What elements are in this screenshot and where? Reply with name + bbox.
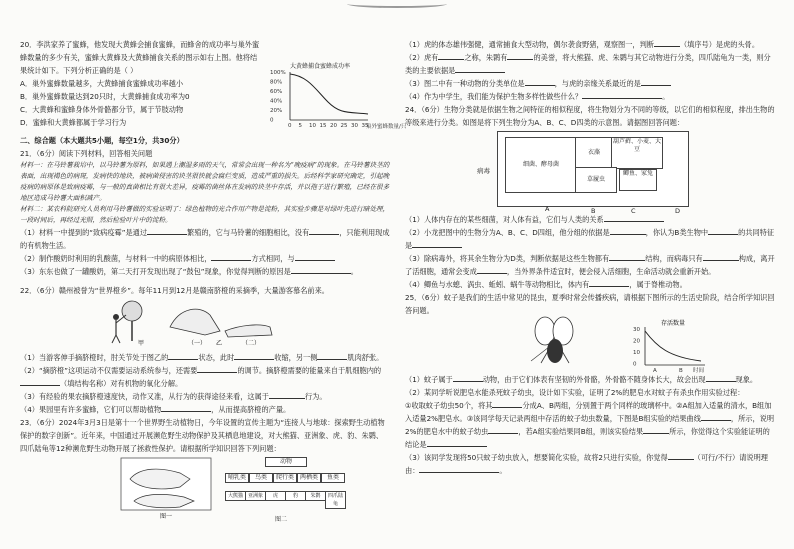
q21-material-2: 材料二：某农科院研究人员利用马铃薯做的实验证明了：绿色植物的光合作用产物是淀粉，其实验步骤是对绿叶先进行暗处理，一段时间后，再经过光照，然后检验叶片中的淀粉。 [20,205,390,224]
q23-blank-4[interactable] [455,64,505,73]
box-bacteria-yeast: 细菌、酵母菌 [505,137,577,193]
q23-blank-3[interactable] [507,51,533,60]
q20-stem: 20．李洪家养了蜜蜂，他发现大黄蜂会捕食蜜蜂，而蜂舍的成功率与巢外蜜蜂数量的多少有关，蜜蜂大黄蜂及大黄蜂捕食关系的图示如右上图。他将结果统计如下。下列分析正确的是（ ） [20,40,260,75]
q23-sub-1: （1）虎的体态雄伟强健，通常捕食大型动物，偶尔袭食野猪，观察图一，判断 （填序号）是虎的头骨。 [405,40,760,49]
q23-tree-figure [225,457,345,523]
q22-label-1: （一） [188,340,207,347]
q21-head: 21．（6分）阅读下列材料，回答相关问题 [20,149,153,158]
q20-x-tick: 25 [340,123,348,129]
q21-blank-3[interactable] [211,252,251,261]
q24-blank-6[interactable] [703,252,739,261]
q23-blank-2[interactable] [438,51,464,60]
q24-classification-figure [405,129,775,213]
q25-blank-3[interactable] [492,399,522,408]
q23-sub-4: （4）作为中学生，我们能为保护生物多样性做些什么？ 。 [405,92,670,101]
q23-sub-3: （3）图二中有一种动物的分类单位是 ，与虎的亲缘关系最近的是 [405,77,775,90]
q25-mark-b: B [679,368,683,374]
question-25 [405,291,775,477]
box-chlamydomonas: 衣藻 [575,137,613,169]
q21-blank-4[interactable] [295,252,335,261]
q24-blank-4[interactable] [412,239,462,248]
q20-y-tick: 80% [270,79,283,86]
q20-chart-title: 大黄蜂捕食蜜蜂成功率 [290,63,351,70]
tree-leaf: 四爪陆龟 [325,491,346,509]
q24-blank-5[interactable] [609,252,645,261]
tree-root-box: 动物 [265,457,307,467]
q25-blank-8[interactable] [668,451,694,460]
q20-x-tick: 30 [351,123,358,129]
q25-blank-1[interactable] [453,373,483,382]
q20-option-b: B．巢外蜜蜂数量达到20只时，大黄蜂捕食成功率为0 [20,92,190,101]
q25-survival-chart [605,317,735,373]
q20-y-tick: 20% [270,108,283,114]
q22-blank-3[interactable] [317,351,347,360]
q24-sub-4: （4）鲫鱼与水螅、涡虫、蚯蚓、蜗牛等动物相比，体内有 ，属于脊椎动物。 [405,280,687,289]
q24-blank-3[interactable] [708,226,738,235]
tree-leaf: 虎 [265,491,286,501]
q24-blank-7[interactable] [477,265,507,274]
question-24 [405,103,775,291]
q25-y-tick: 30 [633,327,640,333]
q22-blank-5[interactable] [20,377,60,386]
q24-head: 24．（6分）生物分类就是依据生物之间特征的相似程度，将生物划分为不同的等级，以它们的相似程度，排出生物的等级来进行分类。如图是将下列生物分为A、B、C、D四类的示意图。请据图回答问题： [405,105,775,127]
group-letter: A [545,205,550,213]
q22-blank-7[interactable] [161,403,211,412]
tree-leaf: 亚洲象 [245,491,266,501]
q25-mark-a: A [653,368,657,374]
q22-head: 22．（6分）赣州被誉为“世界橙乡”。每年11月到12月是赣南脐橙的采摘季，大量游客慕名前来。 [20,286,329,295]
q23-blank-6[interactable] [641,77,671,86]
q21-sub-2: （2）制作酸奶时利用的乳酸菌，与材料一中的病原体相比， 方式相同，与 [20,252,390,265]
q20-x-tick: 20 [330,123,337,129]
q24-sub-1: （1）人体内存在的某些细菌，对人体有益，它们与人类的关系 [405,213,775,226]
question-22 [20,284,390,416]
section-2-heading: 二、综合题（本大题共5小题，每空1分，共30分） [20,136,184,145]
tree-leaf: 大熊猫 [225,491,246,501]
q20-chart [268,60,407,132]
q22-label-jia: 甲 [138,340,145,347]
q25-y-tick: 0 [633,361,637,368]
q22-label-yi: 乙 [216,340,223,347]
q23-blank-5[interactable] [525,77,555,86]
q20-option-a: A．巢外蜜蜂数量越多，大黄蜂捕食蜜蜂成功率越小 [20,79,184,88]
question-20 [20,38,407,134]
q20-x-tick: 35 [361,123,369,129]
q24-blank-2[interactable] [610,226,646,235]
q24-blank-8[interactable] [589,278,629,287]
q25-y-ticks [633,327,640,368]
group-letter: D [675,207,681,215]
q20-y-tick: 60% [270,89,283,95]
q20-curve [290,74,368,114]
q20-y-ticks [270,70,286,124]
box-paramecium: 草履虫 [575,167,617,193]
arm-flexion-illustration [170,309,272,337]
q20-x-ticks [288,123,369,129]
tree-node: 爬行类 [273,473,297,483]
q22-blank-4[interactable] [197,364,237,373]
q25-blank-5[interactable] [488,425,518,434]
q22-figure [20,297,390,347]
group-letter: B [591,207,596,215]
q20-y-tick: 100% [270,70,286,76]
q20-x-tick: 10 [309,123,316,129]
box-moss-wheat-bean: 葫芦藓、小麦、大豆 [611,137,663,169]
question-23 [20,416,390,525]
q21-sub-3: （3）东东也做了一罐酸奶，第二天打开发现出现了“鼓包”现象，你觉得判断的原因是 。 [20,267,358,276]
q25-blank-7[interactable] [427,438,487,447]
tree-leaf: 豹 [285,491,306,501]
question-21 [20,147,390,278]
mosquito-icon [525,317,585,371]
q20-x-tick: 0 [288,123,292,129]
q22-label-2: （二） [242,340,261,347]
q22-sub-1: （1）当游客伸手摘脐橙时，肘关节处于图乙的 状态，此时 收缩，另一侧 肌肉舒张。 [20,353,384,362]
q25-sub-2-steps: ①收取蚊子幼虫50个，将其 分成A、B两组，分别置于两个同样的玻璃杯中。②A组加入适量的清水，B组加入适量2%肥皂水。③该同学每天记录两组中存活的蚊子幼虫数量，下图是B组实验的结果曲线 ，所示，说明2%的肥皂水中的蚊子幼虫 ，若A组实验结果同B组，则该实验结果 所示，你觉得这个实验能证明的结论是 [405,401,775,449]
q20-option-c: C．大黄蜂和蜜蜂身体外骨骼都分节，属于节肢动物 [20,105,184,114]
q24-sub-3: （3）除病毒外，将其余生物分为D类，判断依据是这些生物都有 结构，而病毒只有 构成，离开了活细胞，通常会变成 ，当外界条件适宜时，便会侵入活细胞，生命活动就会重新开始。 [405,254,775,276]
tree-node: 鸟类 [249,473,273,483]
left-column [20,38,407,525]
q25-blank-2[interactable] [706,373,736,382]
q25-chart-title: 存活数量 [661,320,686,327]
q23-fig1-caption: 图一 [160,513,173,520]
q21-blank-5[interactable] [291,265,351,274]
q25-sub-1: （1）蚊子属于 动物，由于它们体表有坚韧的外骨骼，外骨骼不随身体长大，故会出现 现象。 [405,375,758,384]
q21-sub-1: （1）材料一中提到的“致病疫霉”是通过 繁殖的，它与马铃薯的细胞相比，没有 ，只能利用现成的有机物生活。 [20,228,390,250]
q25-x-label: 时间 [693,368,705,374]
q25-blank-9[interactable] [419,464,499,473]
q23-sub-2: （2）虎有 之称，朱鹮有 的美誉，将大熊猫、虎、朱鹮与其它动物进行分类，四爪陆龟为一类，则分类的主要依据是 [405,53,771,75]
q25-y-tick: 20 [633,338,640,345]
tree-node: 哺乳类 [225,473,249,483]
q21-blank-1[interactable] [147,226,187,235]
right-column [405,38,775,477]
q22-blank-2[interactable] [234,351,274,360]
q21-blank-2[interactable] [309,226,339,235]
q25-head: 25．（6分）蚊子是我们的生活中常见的昆虫，夏季时常会传播疾病，请根据下图所示的生活史阶段，结合所学知识回答问题。 [405,293,775,315]
binding-mark [347,0,447,8]
q23-blank-7[interactable] [582,90,662,99]
virus-label: 病毒 [477,167,490,175]
group-letter: C [631,207,636,215]
q23-figures [20,455,390,525]
q24-sub-2: （2）小龙把图中的生物分为A、B、C、D四组，他分组的依据是 ，你认为B类生物中 的共同特征是 [405,228,775,250]
q23-head: 23．（6分）2024年3月3日是第十一个世界野生动植物日，今年设置的宣传主题为“连接人与地球：探索野生动植物保护的数字创新”。近年来，中国通过开展濒危野生动物保护及其栖息地建设，对大熊猫、亚洲象、虎、豹、朱鹮、四爪陆龟等12种濒危野生动物开展了拯救性保护。请根据所学知识回答下列问题： [20,418,385,453]
tree-leaf: 朱鹮 [305,491,326,501]
q20-option-d: D．蜜蜂和大黄蜂都属于学习行为 [20,118,127,127]
q23-skull-figure [120,457,212,519]
tree-node: 两栖类 [297,473,321,483]
box-fish-rabbit: 鲫鱼、家兔 [619,169,657,191]
q25-y-tick: 10 [633,350,640,356]
q22-sub-3: （3）有经验的果农摘脐橙速度快，动作又准，从行为的获得途径来看，这属于 行为。 [20,392,327,401]
q25-blank-6[interactable] [643,425,669,434]
q21-material-1: 材料一：在马铃薯栽培中，以马铃薯为原料，如果遇上潮湿多雨的天气，常常会出现一种名为“晚疫病”的现象。在马铃薯块茎的表面，出现褐色的病斑，发病快的地块，被病菌侵害的块茎很快就会腐烂变质，造成严重的损失。后经科学家研究确定，引起晚疫病的病原体是致病疫霉，与一般的真菌相比有很大差异，疫霉的菌丝体在发病的块茎中存活，并以孢子进行繁殖，已经在很多地区造成马铃薯大面积减产。 [20,161,390,202]
q22-blank-1[interactable] [168,351,198,360]
q20-x-tick: 5 [298,123,302,129]
q23-blank-1[interactable] [654,38,680,47]
q25-blank-4[interactable] [701,412,731,421]
tree-picker-illustration [112,301,142,343]
q20-x-tick: 15 [319,123,327,129]
q25-curve [645,331,701,361]
q22-sub-4: （4）果园里有许多蜜蜂，它们可以帮助植物 ，从而提高脐橙的产量。 [20,405,291,414]
q23-fig2-caption: 图二 [275,516,288,523]
q25-sub-3: （3）该同学发现将50只蚊子幼虫放入，想要简化实验，故将2只进行实验，你觉得 （可行/不行）请说明理由： 。 [405,453,768,475]
question-23-continued [405,38,775,103]
q25-figures [405,317,775,373]
q20-y-tick: 40% [270,98,283,105]
q20-x-label: 巢外蜜蜂数量/只 [366,124,407,130]
q25-sub-2: （2）某同学听说肥皂水能杀死蚊子幼虫，设计如下实验，证明了2%的肥皂水对蚊子有杀虫作用实验过程： [405,388,745,397]
tree-node: 鱼类 [321,473,345,483]
q20-y-tick: 0 [270,117,274,124]
q22-sub-2: （2）“摘脐橙”这项运动不仅需要运动系统参与，还需要 的调节。摘脐橙需要的能量来自于肌细胞内的（填结构名称）对有机物的氧化分解。 [20,366,382,388]
q22-blank-6[interactable] [269,390,305,399]
